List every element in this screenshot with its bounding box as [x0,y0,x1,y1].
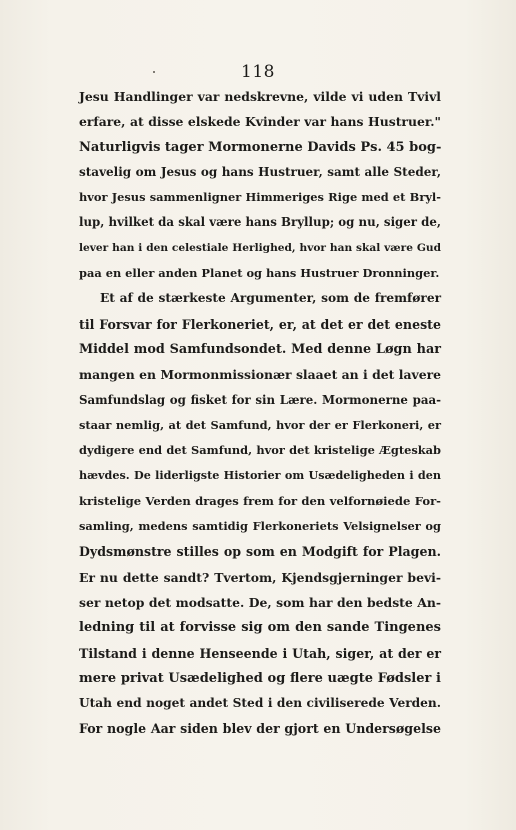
text-line: mangen en Mormonmissionær slaaet an i det lavere [79,367,441,383]
paper-speck [153,71,155,73]
text-line: mere privat Usædelighed og flere uægte Fødsler i [79,670,441,686]
text-line: lever han i den celestiale Herlighed, hvor han skal være Gud [79,241,441,254]
text-line: samling, medens samtidig Flerkoneriets Velsignelser og [79,519,441,534]
text-line: lup, hvilket da skal være hans Bryllup; og nu, siger de, [79,215,441,230]
text-line: Samfundslag og fisket for sin Lære. Mormonerne paa- [79,392,441,407]
text-line: Et af de stærkeste Argumenter, som de fremfører [100,291,441,306]
text-line: dydigere end det Samfund, hvor det kristelige Ægteskab [79,443,441,458]
text-line: kristelige Verden drages frem for den velfornøiede For- [79,493,441,508]
text-line: Tilstand i denne Henseende i Utah, siger, at der er [79,645,441,661]
text-line: Middel mod Samfundsondet. Med denne Løgn har [79,341,441,357]
text-line: Naturligvis tager Mormonerne Davids Ps. 45 bog- [79,139,442,155]
text-line: ser netop det modsatte. De, som har den bedste An- [79,594,441,610]
page-number: 118 [241,62,275,82]
text-line: staar nemlig, at det Samfund, hvor der er Flerkoneri, er [79,417,441,432]
text-line: erfare, at disse elskede Kvinder var hans Hustruer." [79,114,441,130]
text-line: Dydsmønstre stilles op som en Modgift for Plagen. [79,544,441,560]
body-text [79,84,441,742]
text-line: hævdes. De liderligste Historier om Usædeligheden i den [79,468,441,483]
text-line: For nogle Aar siden blev der gjort en Undersøgelse [79,721,441,737]
text-line: Er nu dette sandt? Tvertom, Kjendsgjerninger bevi- [79,569,441,585]
text-line: hvor Jesus sammenligner Himmeriges Rige med et Bryl- [79,190,441,205]
text-line: stavelig om Jesus og hans Hustruer, samt alle Steder, [79,164,441,179]
text-line: ledning til at forvisse sig om den sande Tingenes [79,620,441,636]
text-line: til Forsvar for Flerkoneriet, er, at det er det eneste [79,316,441,332]
text-line: paa en eller anden Planet og hans Hustruer Dronninger. [79,266,440,281]
text-line: Utah end noget andet Sted i den civiliserede Verden. [79,696,441,711]
text-line: Jesu Handlinger var nedskrevne, vilde vi uden Tvivl [79,89,441,104]
